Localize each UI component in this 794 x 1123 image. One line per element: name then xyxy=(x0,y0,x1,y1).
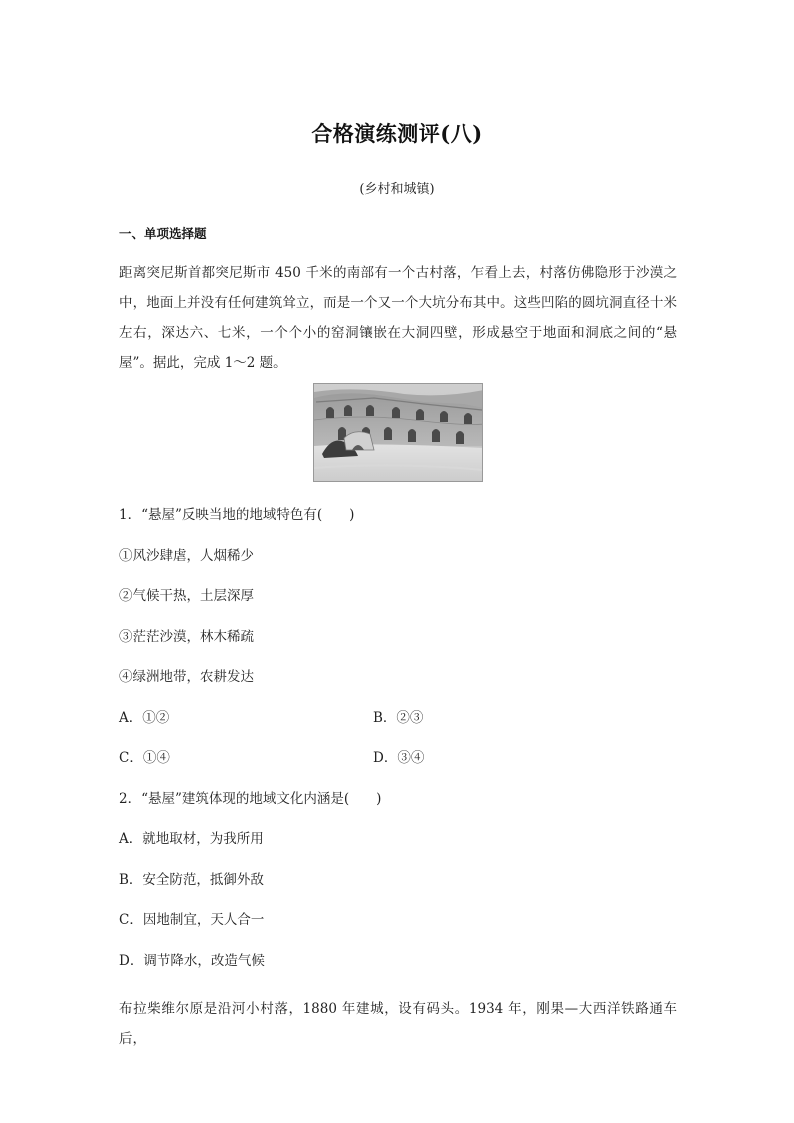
question-1-option-c: C．①④ xyxy=(119,750,170,766)
question-1-option-a: A．①② xyxy=(119,710,170,726)
question-1-option-d: D．③④ xyxy=(373,750,425,766)
question-1-option-b: B．②③ xyxy=(373,710,424,726)
question-1-statement-4: ④绿洲地带，农耕发达 xyxy=(119,669,254,685)
reading-passage-1: 距离突尼斯首都突尼斯市 450 千米的南部有一个古村落，乍看上去，村落仿佛隐形于沙漠之中，地面上并没有任何建筑耸立，而是一个又一个大坑分布其中。这些凹陷的圆坑洞直径十米左右，深达六、七米，一个个小的窑洞镶嵌在大洞四壁，形成悬空于地面和洞底之间的“悬屋”。据此，完成 1～2 题。 xyxy=(119,265,677,371)
section-heading: 一、单项选择题 xyxy=(119,226,207,241)
question-2-option-d: D．调节降水，改造气候 xyxy=(119,953,265,969)
question-2-option-a: A．就地取材，为我所用 xyxy=(119,831,264,847)
question-1-stem: 1．“悬屋”反映当地的地域特色有( ) xyxy=(119,507,355,523)
question-1-statement-2: ②气候干热，土层深厚 xyxy=(119,588,254,604)
question-1-statement-3: ③茫茫沙漠，林木稀疏 xyxy=(119,629,254,645)
question-2-option-c: C．因地制宜，天人合一 xyxy=(119,912,265,928)
reading-passage-2: 布拉柴维尔原是沿河小村落，1880 年建城，设有码头。1934 年，刚果—大西洋铁路通车后， xyxy=(119,1001,677,1047)
question-2-option-b: B．安全防范，抵御外敌 xyxy=(119,872,264,888)
question-1-statement-1: ①风沙肆虐，人烟稀少 xyxy=(119,548,254,564)
page-title: 合格演练测评(八) xyxy=(311,121,483,146)
cave-dwelling-photo xyxy=(313,383,483,482)
photo-cave-dwellings-icon xyxy=(314,384,483,482)
page-subtitle: (乡村和城镇) xyxy=(359,182,435,197)
question-2-stem: 2．“悬屋”建筑体现的地域文化内涵是( ) xyxy=(119,791,382,807)
